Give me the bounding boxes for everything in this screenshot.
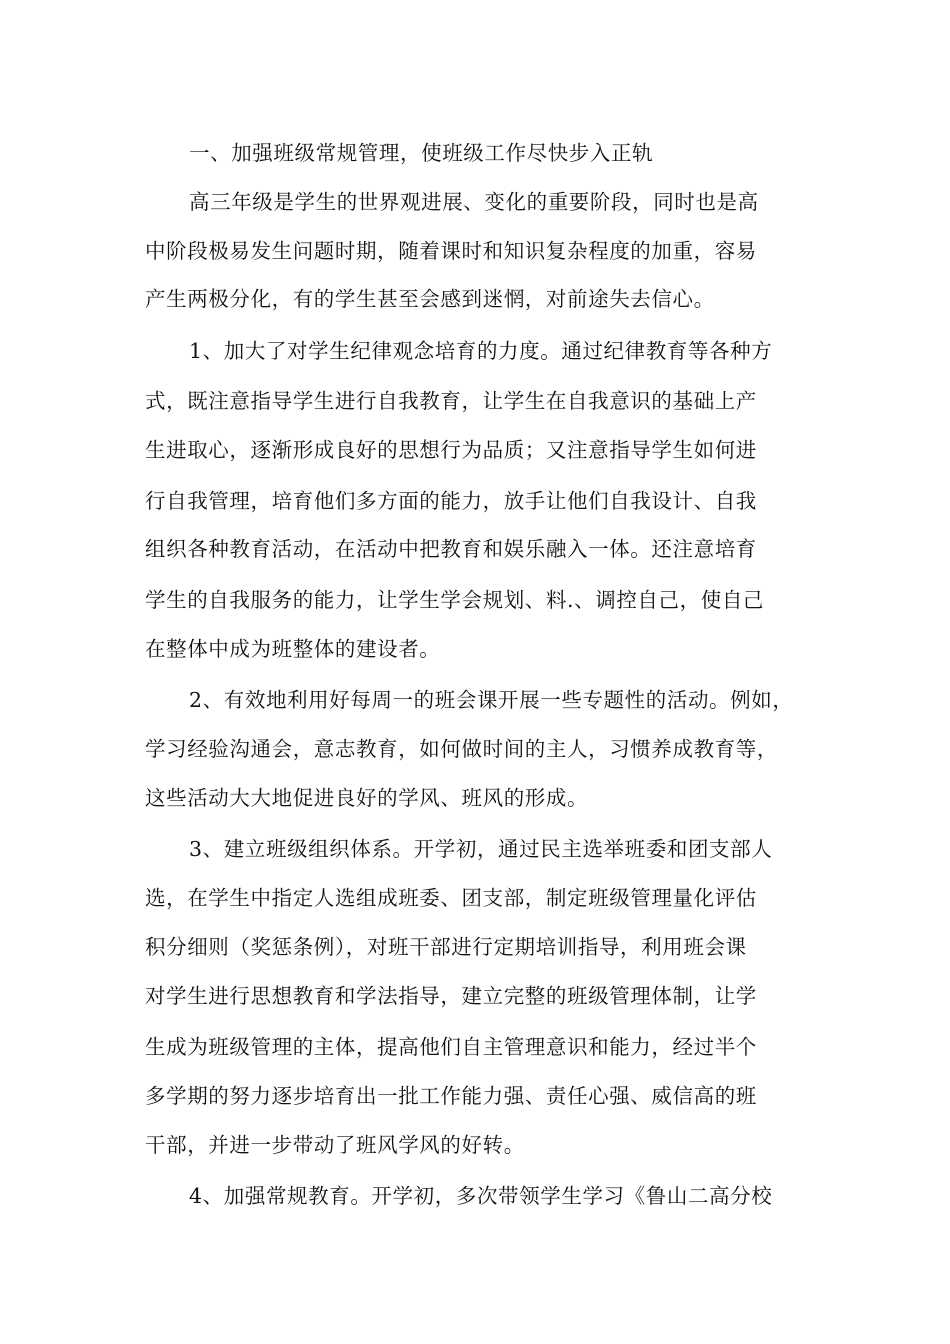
paragraph-line: 1、加大了对学生纪律观念培育的力度。通过纪律教育等各种方 xyxy=(189,339,773,363)
paragraph-line: 学生的自我服务的能力，让学生学会规划、料.、调控自己，使自己 xyxy=(145,588,765,612)
paragraph-line: 积分细则（奖惩条例），对班干部进行定期培训指导，利用班会课 xyxy=(145,935,747,959)
paragraph-line: 生进取心，逐渐形成良好的思想行为品质；又注意指导学生如何进 xyxy=(145,438,757,462)
paragraph-line: 生成为班级管理的主体，提高他们自主管理意识和能力，经过半个 xyxy=(145,1035,757,1059)
paragraph-line: 多学期的努力逐步培育出一批工作能力强、责任心强、威信高的班 xyxy=(145,1084,757,1108)
paragraph-line: 对学生进行思想教育和学法指导，建立完整的班级管理体制，让学 xyxy=(145,984,757,1008)
paragraph-line: 高三年级是学生的世界观进展、变化的重要阶段，同时也是高 xyxy=(189,190,759,214)
paragraph-line: 干部，并进一步带动了班风学风的好转。 xyxy=(145,1133,525,1157)
paragraph-line: 3、建立班级组织体系。开学初，通过民主选举班委和团支部人 xyxy=(189,837,773,861)
paragraph-line: 2、有效地利用好每周一的班会课开展一些专题性的活动。例如， xyxy=(189,688,794,712)
paragraph-line: 式，既注意指导学生进行自我教育，让学生在自我意识的基础上产 xyxy=(145,389,757,413)
paragraph-line: 这些活动大大地促进良好的学风、班风的形成。 xyxy=(145,786,589,810)
paragraph-line: 中阶段极易发生问题时期，随着课时和知识复杂程度的加重，容易 xyxy=(145,239,757,263)
paragraph-line: 选，在学生中指定人选组成班委、团支部，制定班级管理量化评估 xyxy=(145,886,757,910)
section-heading: 一、加强班级常规管理，使班级工作尽快步入正轨 xyxy=(189,141,654,165)
paragraph-line: 4、加强常规教育。开学初，多次带领学生学习《鲁山二高分校 xyxy=(189,1184,773,1208)
paragraph-line: 产生两极分化，有的学生甚至会感到迷惘，对前途失去信心。 xyxy=(145,287,715,311)
paragraph-line: 学习经验沟通会，意志教育，如何做时间的主人，习惯养成教育等， xyxy=(145,737,778,761)
paragraph-line: 在整体中成为班整体的建设者。 xyxy=(145,637,441,661)
paragraph-line: 行自我管理，培育他们多方面的能力，放手让他们自我设计、自我 xyxy=(145,489,757,513)
paragraph-line: 组织各种教育活动，在活动中把教育和娱乐融入一体。还注意培育 xyxy=(145,537,757,561)
